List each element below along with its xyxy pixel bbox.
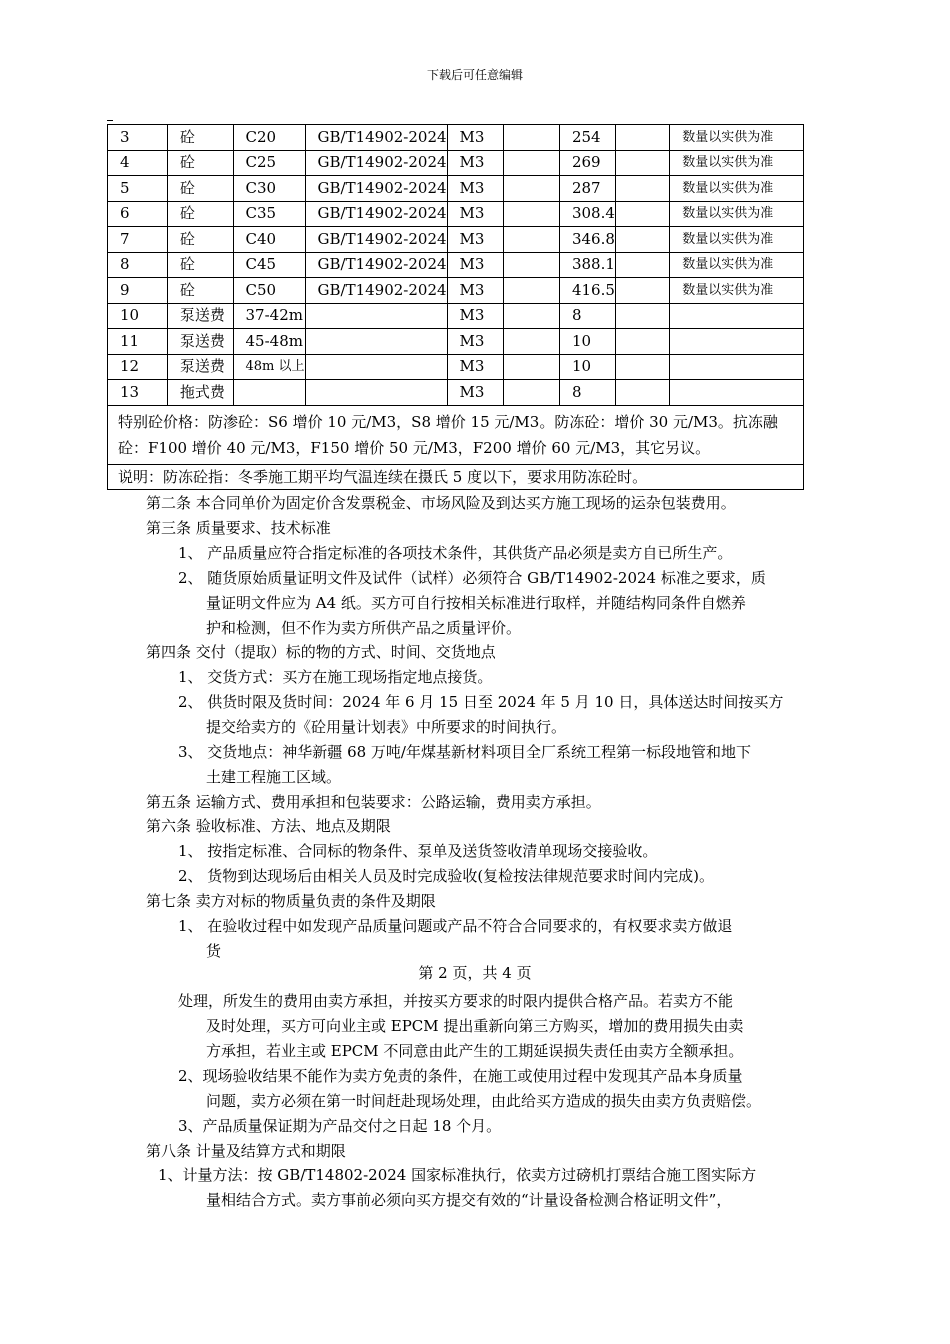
- table-cell: [670, 380, 804, 406]
- body-line: 3、 交货地点：神华新疆 68 万吨/年煤基新材料项目全厂系统工程第一标段地管和地下: [178, 743, 751, 761]
- table-cell: [503, 329, 559, 355]
- table-cell: [615, 303, 669, 329]
- table-cell: C20: [233, 125, 305, 151]
- table-corner-mark: [107, 120, 113, 121]
- body-line: 处理，所发生的费用由卖方承担，并按买方要求的时限内提供合格产品。若卖方不能: [178, 992, 734, 1010]
- table-row: [108, 329, 804, 355]
- table-cell: 数量以实供为准: [670, 176, 804, 202]
- table-row: [108, 380, 804, 406]
- table-cell: 10: [559, 354, 615, 380]
- table-cell: 45-48m: [233, 329, 305, 355]
- table-cell: 砼: [167, 125, 233, 151]
- body-line: 第八条 计量及结算方式和期限: [146, 1142, 346, 1160]
- body-line: 1、 按指定标准、合同标的物条件、泵单及送货签收清单现场交接验收。: [178, 842, 658, 860]
- body-line: 1、 交货方式：买方在施工现场指定地点接货。: [178, 668, 493, 686]
- table-cell: 7: [108, 227, 168, 253]
- body-line: 1、 产品质量应符合指定标准的各项技术条件，其供货产品必须是卖方自已所生产。: [178, 544, 733, 562]
- body-line: 2、 随货原始质量证明文件及试件（试样）必须符合 GB/T14902-2024 标准之要求，质: [178, 569, 766, 587]
- table-cell: GB/T14902-2024: [305, 125, 447, 151]
- body-line: 第二条 本合同单价为固定价含发票税金、市场风险及到达买方施工现场的运杂包装费用。: [146, 494, 736, 512]
- body-line: 第六条 验收标准、方法、地点及期限: [146, 817, 391, 835]
- table-cell: M3: [447, 278, 503, 304]
- body-line: 3、产品质量保证期为产品交付之日起 18 个月。: [178, 1117, 502, 1135]
- table-cell: [670, 354, 804, 380]
- table-cell: 数量以实供为准: [670, 125, 804, 151]
- table-cell: [615, 125, 669, 151]
- table-cell: C35: [233, 201, 305, 227]
- table-cell: 砼: [167, 201, 233, 227]
- table-cell: M3: [447, 125, 503, 151]
- table-row: [108, 150, 804, 176]
- table-cell: 6: [108, 201, 168, 227]
- table-cell: 砼: [167, 278, 233, 304]
- table-cell: [670, 329, 804, 355]
- table-cell: 数量以实供为准: [670, 252, 804, 278]
- body-line: 第四条 交付（提取）标的物的方式、时间、交货地点: [146, 643, 496, 661]
- table-row: [108, 252, 804, 278]
- body-line: 第五条 运输方式、费用承担和包装要求：公路运输，费用卖方承担。: [146, 793, 601, 811]
- table-cell: M3: [447, 201, 503, 227]
- table-cell: [305, 329, 447, 355]
- body-line: 1、计量方法：按 GB/T14802-2024 国家标准执行，依卖方过磅机打票结合施工图实际方: [158, 1166, 757, 1184]
- body-line: 第七条 卖方对标的物质量负责的条件及期限: [146, 892, 436, 910]
- page-number: 第 2 页，共 4 页: [418, 964, 532, 982]
- table-cell: M3: [447, 150, 503, 176]
- table-cell: 泵送费: [167, 354, 233, 380]
- table-cell: 8: [559, 303, 615, 329]
- table-cell: 388.1: [559, 252, 615, 278]
- table-cell: 37-42m: [233, 303, 305, 329]
- body-line: 量相结合方式。卖方事前必须向买方提交有效的“计量设备检测合格证明文件”，: [206, 1191, 732, 1209]
- note-text: 说明：防冻砼指：冬季施工期平均气温连续在摄氏 5 度以下，要求用防冻砼时。: [108, 464, 804, 489]
- body-line: 2、现场验收结果不能作为卖方免责的条件，在施工或使用过程中发现其产品本身质量: [178, 1067, 743, 1085]
- table-cell: [503, 380, 559, 406]
- table-cell: [615, 278, 669, 304]
- table-cell: [503, 252, 559, 278]
- table-cell: 数量以实供为准: [670, 150, 804, 176]
- table-cell: C45: [233, 252, 305, 278]
- table-cell: 数量以实供为准: [670, 201, 804, 227]
- table-cell: [503, 125, 559, 151]
- table-cell: 拖式费: [167, 380, 233, 406]
- table-cell: 数量以实供为准: [670, 278, 804, 304]
- table-row: [108, 227, 804, 253]
- table-cell: [615, 380, 669, 406]
- body-line: 量证明文件应为 A4 纸。买方可自行按相关标准进行取样，并随结构同条件自燃养: [206, 594, 746, 612]
- body-line: 货: [206, 942, 222, 960]
- table-row: [108, 303, 804, 329]
- table-row: [108, 201, 804, 227]
- table-cell: C25: [233, 150, 305, 176]
- table-cell: [615, 329, 669, 355]
- body-line: 1、 在验收过程中如发现产品质量问题或产品不符合合同要求的，有权要求卖方做退: [178, 917, 733, 935]
- table-row: [108, 125, 804, 151]
- table-cell: [615, 150, 669, 176]
- table-cell: GB/T14902-2024: [305, 150, 447, 176]
- body-line: 2、 供货时限及货时间：2024 年 6 月 15 日至 2024 年 5 月 10 日，具体送达时间按买方: [178, 693, 784, 711]
- table-row: [108, 354, 804, 380]
- body-line: 及时处理，买方可向业主或 EPCM 提出重新向第三方购买，增加的费用损失由卖: [206, 1017, 744, 1035]
- table-cell: 48m 以上: [233, 354, 305, 380]
- table-cell: 346.8: [559, 227, 615, 253]
- header-note: 下载后可任意编辑: [426, 68, 523, 82]
- body-line: 方承担，若业主或 EPCM 不同意由此产生的工期延误损失责任由卖方全额承担。: [206, 1042, 744, 1060]
- table-cell: M3: [447, 252, 503, 278]
- table-cell: M3: [447, 380, 503, 406]
- table-cell: C30: [233, 176, 305, 202]
- table-cell: 砼: [167, 150, 233, 176]
- table-cell: [503, 176, 559, 202]
- table-cell: [503, 227, 559, 253]
- body-line: 问题，卖方必须在第一时间赶赴现场处理，由此给买方造成的损失由卖方负责赔偿。: [206, 1092, 762, 1110]
- table-cell: 12: [108, 354, 168, 380]
- table-cell: 8: [108, 252, 168, 278]
- table-cell: 5: [108, 176, 168, 202]
- body-line: 土建工程施工区域。: [206, 768, 342, 786]
- table-cell: [503, 278, 559, 304]
- table-cell: [305, 380, 447, 406]
- table-cell: [503, 354, 559, 380]
- table-cell: C50: [233, 278, 305, 304]
- table-cell: [615, 354, 669, 380]
- table-cell: 11: [108, 329, 168, 355]
- table-cell: GB/T14902-2024: [305, 201, 447, 227]
- table-cell: C40: [233, 227, 305, 253]
- table-cell: M3: [447, 329, 503, 355]
- table-cell: 287: [559, 176, 615, 202]
- table-cell: M3: [447, 227, 503, 253]
- table-cell: 254: [559, 125, 615, 151]
- table-cell: 10: [559, 329, 615, 355]
- special-price-text: 特别砼价格：防渗砼：S6 增价 10 元/M3，S8 增价 15 元/M3。防冻砼：增价 30 元/M3。抗冻融砼：F100 增价 40 元/M3，F150 增价 50 元/M3，F200 增价 60 元/M3，其它另议。: [108, 405, 804, 464]
- table-cell: [615, 252, 669, 278]
- table-cell: [233, 380, 305, 406]
- table-cell: [503, 303, 559, 329]
- table-cell: GB/T14902-2024: [305, 252, 447, 278]
- table-row: [108, 278, 804, 304]
- table-cell: 4: [108, 150, 168, 176]
- table-cell: 416.5: [559, 278, 615, 304]
- table-cell: 269: [559, 150, 615, 176]
- table-cell: 308.4: [559, 201, 615, 227]
- table-cell: GB/T14902-2024: [305, 176, 447, 202]
- table-cell: GB/T14902-2024: [305, 227, 447, 253]
- table-cell: 数量以实供为准: [670, 227, 804, 253]
- table-cell: [615, 201, 669, 227]
- body-line: 2、 货物到达现场后由相关人员及时完成验收(复检按法律规范要求时间内完成)。: [178, 867, 715, 885]
- table-cell: [503, 150, 559, 176]
- table-cell: 3: [108, 125, 168, 151]
- table-cell: 泵送费: [167, 329, 233, 355]
- table-row: [108, 176, 804, 202]
- table-cell: 砼: [167, 227, 233, 253]
- body-line: 提交给卖方的《砼用量计划表》中所要求的时间执行。: [206, 718, 567, 736]
- table-cell: [615, 176, 669, 202]
- table-cell: M3: [447, 176, 503, 202]
- table-cell: 13: [108, 380, 168, 406]
- table-cell: GB/T14902-2024: [305, 278, 447, 304]
- price-table: [107, 124, 804, 490]
- table-cell: 8: [559, 380, 615, 406]
- table-cell: [670, 303, 804, 329]
- body-line: 第三条 质量要求、技术标准: [146, 519, 331, 537]
- table-cell: [615, 227, 669, 253]
- table-cell: 10: [108, 303, 168, 329]
- body-line: 护和检测，但不作为卖方所供产品之质量评价。: [206, 619, 522, 637]
- table-cell: 泵送费: [167, 303, 233, 329]
- table-cell: M3: [447, 354, 503, 380]
- table-cell: 砼: [167, 176, 233, 202]
- table-cell: [305, 354, 447, 380]
- table-cell: 砼: [167, 252, 233, 278]
- table-cell: [503, 201, 559, 227]
- table-cell: [305, 303, 447, 329]
- table-cell: 9: [108, 278, 168, 304]
- table-cell: M3: [447, 303, 503, 329]
